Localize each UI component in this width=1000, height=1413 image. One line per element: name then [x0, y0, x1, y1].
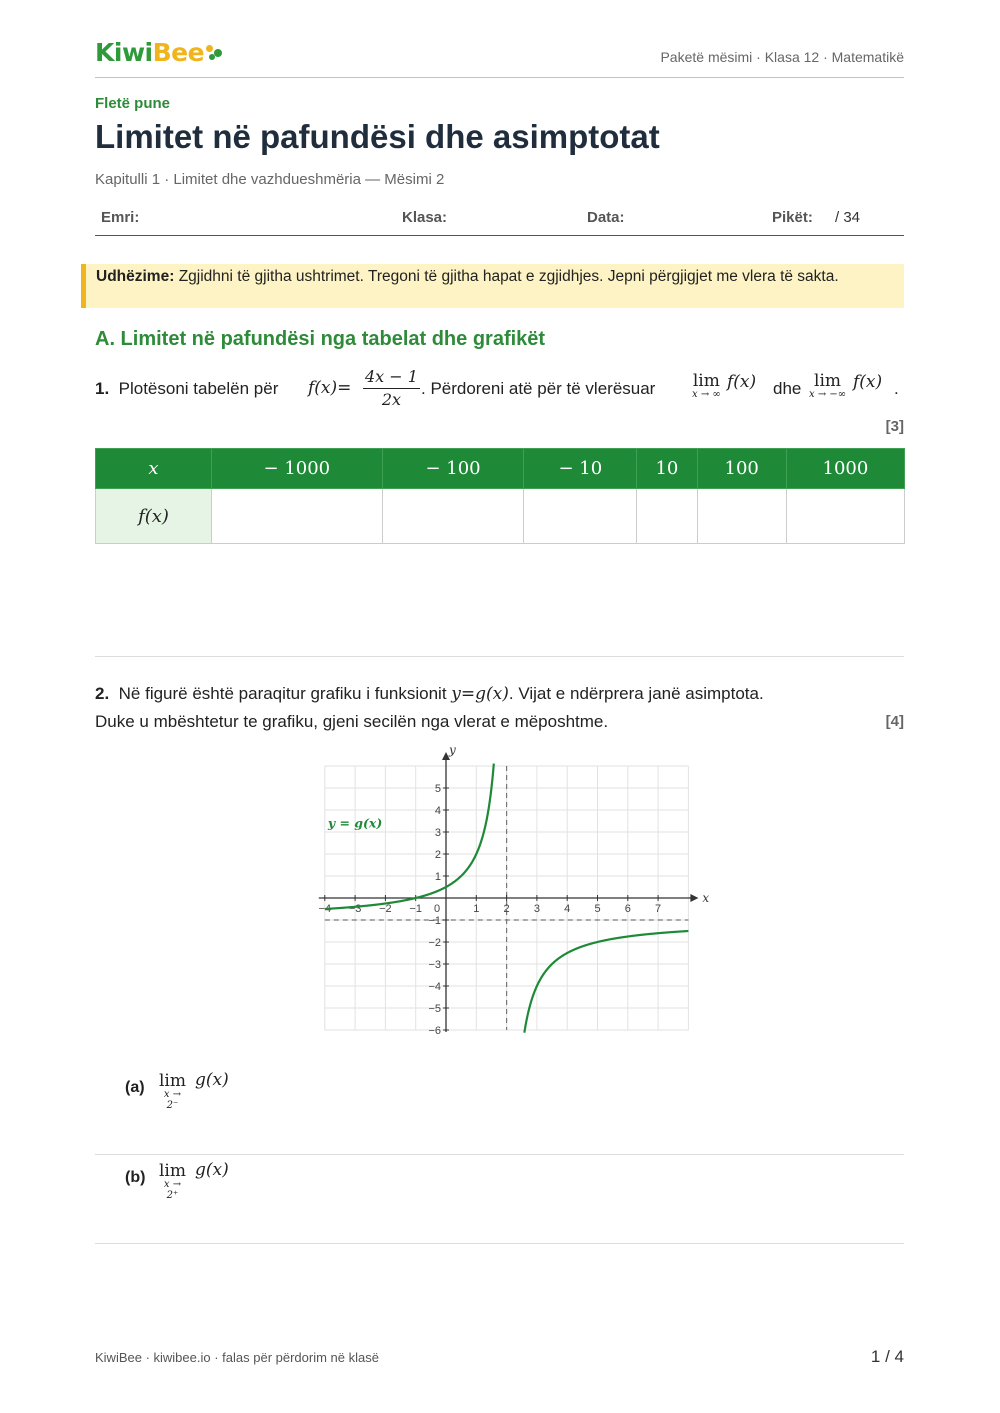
student-info-row: [95, 198, 904, 236]
x-tick-label: −4: [318, 903, 332, 915]
y-tick-label: −2: [428, 937, 441, 949]
page-number: 1 / 4: [870, 1347, 904, 1366]
q1-value-table: [95, 448, 905, 544]
divider: [95, 656, 904, 657]
q1-number: 1.: [95, 379, 110, 398]
curve-branch-left: [325, 764, 494, 909]
points-value: / 34: [835, 209, 861, 226]
y-tick-label: −6: [428, 1025, 441, 1037]
footer-text: KiwiBee · kiwibee.io · falas për përdorim në klasë: [95, 1350, 379, 1365]
x-tick-label: 6: [624, 903, 631, 915]
page-title: Limitet në pafundësi dhe asimptotat: [95, 118, 660, 155]
section-a-title: A. Limitet në pafundësi nga tabelat dhe grafikët: [95, 328, 546, 350]
x-axis-arrow: [690, 894, 698, 902]
divider: [95, 1243, 904, 1244]
q2-marks: [4]: [885, 713, 904, 730]
q1-fraction: [363, 366, 420, 411]
y-tick-label: −3: [428, 959, 441, 971]
q2-function: y=g(x): [451, 684, 509, 704]
question-1: [95, 366, 904, 416]
x-tick-label: −1: [409, 903, 422, 915]
answer-cell[interactable]: [637, 489, 697, 544]
x-axis-label: x: [702, 891, 710, 905]
q1-limit-pos-expr: f(x): [727, 372, 757, 392]
q1-text-before: Plotësoni tabelën për: [118, 379, 279, 398]
x-tick-label: −3: [348, 903, 362, 915]
worksheet-kicker: Fletë pune: [95, 95, 171, 112]
q2-part-a-expr: g(x): [195, 1070, 229, 1090]
y-tick-label: 3: [434, 827, 441, 839]
curve-branch-right: [524, 931, 688, 1033]
table-x-value: − 100: [382, 449, 524, 489]
x-tick-label: 4: [564, 903, 571, 915]
date-label: Data:: [587, 209, 625, 226]
q2-text-a: Në figurë është paraqitur grafiku i funksionit: [118, 684, 447, 703]
y-tick-label: 5: [434, 783, 441, 795]
x-tick-label: 1: [473, 903, 480, 915]
kiwibee-logo: KiwiBee: [95, 38, 224, 67]
q2-text-c: Duke u mbështetur te grafiku, gjeni secilën nga vlerat e mëposhtme.: [95, 712, 609, 731]
y-tick-label: 2: [434, 849, 441, 861]
page-header: [95, 38, 904, 78]
name-label: Emri:: [101, 209, 140, 226]
breadcrumb: Paketë mësimi · Klasa 12 · Matematikë: [660, 49, 904, 65]
worksheet-page: KiwiBee Paketë mësimi · Klasa 12 · Matematikë Fletë pune Limitet në pafundësi dhe asimptotat Kapitulli 1 · Limitet dhe vazhdueshmëria — Mësimi 2 Emri: Klasa: Data: Pikët: / 34 Udhëzime: Zgjidhni të gjitha ushtrimet. Tregoni të gjitha hapat e zgjidhjes. Jepni përgjigjet me vlera të sakta. A. Limitet në pafundësi nga tabelat dhe grafikët 1. Plotësoni tabelën për f(x)= $\frac{4x - 1}{2x}$ . Përdoreni atë për të vlerësuar lim x → ∞ f(x) dhe lim x → −∞ f(x) . [3] x − 1000 − 100 − 10 10 100 1000 f(x) 2. Në figurë është paraqitur grafiku i funksionit y=g(x). Vijat e ndërprera janë asimptota. Duke u mbështetur te grafiku, gjeni secilën nga vlerat e mëposhtme. [4] x y −4 −3 −2 −1 0 1 2 3 4 5 6 7 1 2 3 4 5 −1 −2 −3 −4 −5 −6 y = g(x) (a) lim x → 2⁻ g(x) (b) lim x → 2⁺ g(x) KiwiBee · kiwibee.io · falas për përdorim në klasë 1 / 4: [0, 0, 1000, 1413]
x-tick-label: 0: [433, 903, 441, 915]
answer-cell[interactable]: [382, 489, 524, 544]
q1-and: dhe: [773, 379, 802, 398]
q2-number: 2.: [95, 684, 110, 703]
q2-text-b: . Vijat e ndërprera janë asimptota.: [508, 684, 764, 703]
y-tick-label: −1: [428, 915, 441, 927]
instructions-text: Zgjidhni të gjitha ushtrimet. Tregoni të gjitha hapat e zgjidhjes. Jepni përgjigjet me vlera të sakta.: [178, 268, 839, 285]
instructions-label: Udhëzime:: [96, 268, 175, 285]
instructions-box: [81, 264, 904, 308]
table-x-value: − 1000: [212, 449, 383, 489]
y-tick-label: −4: [428, 981, 441, 993]
class-label: Klasa:: [402, 209, 448, 226]
q2-part-a-limit: lim x → 2⁻: [159, 1071, 186, 1111]
function-graph: [300, 745, 720, 1045]
table-x-value: − 10: [524, 449, 637, 489]
answer-cell[interactable]: [697, 489, 786, 544]
question-2: [95, 680, 904, 735]
divider: [95, 1154, 904, 1155]
q1-end: .: [894, 379, 899, 398]
x-tick-label: 2: [503, 903, 510, 915]
q1-marks: [3]: [885, 418, 904, 435]
table-fx-label: f(x): [96, 489, 212, 544]
page-subtitle: Kapitulli 1 · Limitet dhe vazhdueshmëria — Mësimi 2: [95, 171, 445, 188]
table-fx-row: [96, 489, 905, 544]
q1-denominator: 2x: [381, 390, 402, 409]
x-tick-label: 5: [594, 903, 601, 915]
x-tick-label: 7: [655, 903, 662, 915]
q1-function-lhs: f(x)=: [308, 378, 352, 398]
y-tick-label: 1: [434, 871, 441, 883]
q1-text-mid: . Përdoreni atë për të vlerësuar: [421, 379, 656, 398]
x-tick-label: −2: [379, 903, 392, 915]
bee-dots-icon: [206, 45, 224, 61]
answer-cell[interactable]: [212, 489, 383, 544]
q2-part-b-limit: lim x → 2⁺: [159, 1161, 186, 1201]
q1-numerator: 4x − 1: [363, 366, 420, 389]
x-tick-label: 3: [533, 903, 540, 915]
table-x-value: 100: [697, 449, 786, 489]
answer-cell[interactable]: [524, 489, 637, 544]
series-label: y = g(x): [327, 815, 383, 831]
y-axis-label: y: [449, 745, 456, 757]
q1-limit-neg-inf: lim x → −∞: [809, 371, 847, 400]
answer-cell[interactable]: [786, 489, 904, 544]
table-x-value: 10: [637, 449, 697, 489]
points-label: Pikët:: [772, 209, 813, 226]
q1-limit-neg-expr: f(x): [853, 372, 883, 392]
q1-limit-pos-inf: lim x → ∞: [692, 371, 721, 400]
table-x-label: x: [96, 449, 212, 489]
table-x-value: 1000: [786, 449, 904, 489]
q2-part-b-expr: g(x): [195, 1160, 229, 1180]
y-tick-label: 4: [434, 805, 441, 817]
y-tick-label: −5: [428, 1003, 441, 1015]
table-header-row: [96, 449, 905, 489]
